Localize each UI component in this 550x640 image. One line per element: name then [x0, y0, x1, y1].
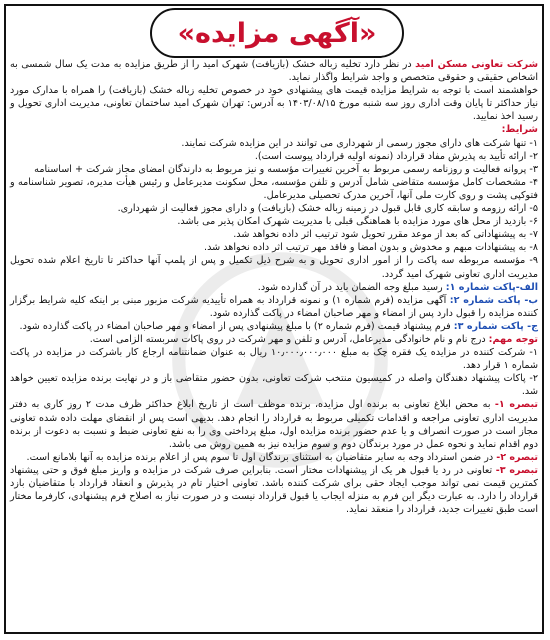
packet-b	[10, 294, 538, 320]
notice-body	[10, 58, 538, 516]
packet-c-label: ج- پاکت شماره ۳:	[453, 320, 538, 332]
packet-b-text: آگهی مزایده (فرم شماره ۱) و نمونه قرارداد به همراه تأییدیه شرکت مزبور مبنی بر اینکه کلیه شرایط برگزار کننده مزایده را قبول دارد پس از امضاء و مهر صاحبان امضاء در پاکت گذارده شود.	[10, 294, 538, 319]
condition-item: ۷- به پیشنهاداتی که بعد از موعد مقرر تحویل شود ترتیب اثر داده نخواهد شد.	[233, 229, 538, 241]
condition-item: ۶- بازدید از محل های مورد مزایده با هماهنگی قبلی با مدیریت شهرک امکان پذیر می باشد.	[177, 216, 538, 228]
condition-item: ۱- تنها شرکت های دارای مجوز رسمی از شهرداری می توانند در این مزایده شرکت نمایند.	[181, 137, 538, 149]
note-1-label: تبصره ۱-	[494, 399, 538, 411]
intro-text: در نظر دارد تخلیه زباله خشک (بازیافت) شهرک امید را از طریق مزایده به مدت یک سال شمسی به اشخاص حقیقی و حقوقی متخصص و واجد شرایط واگذار نماید.	[10, 59, 538, 84]
packet-a-label: الف-پاکت شماره ۱:	[445, 281, 538, 293]
note-3	[10, 464, 538, 516]
deposit-item: ۲- پاکات پیشنهاد دهندگان واصله در کمیسیون منتخب شرکت تعاونی، بدون حضور متقاضی باز و در نهایت برنده مزایده تعیین خواهد شد.	[10, 373, 538, 398]
note-3-label: تبصره ۳-	[495, 464, 538, 476]
intro-paragraph	[10, 58, 538, 84]
packet-a-text: رسید مبلغ وجه الضمان باید در آن گذارده شود.	[257, 281, 446, 293]
note-3-text: تعاونی در رد یا قبول هر یک از پیشنهادات مختار است. بنابراین صرف شرکت در مزایده و واریز مبلغ فوق و حتی پیشنهاد کمترین قیمت نمی تواند موجب ایجاد حقی برای شرکت کننده باشد. تعاونی اختیار تام در پذیرش و انعقاد قرارداد با متقاضیان بازد قرارداد را دارد. به عبارت دیگر این فرم به منزله ایجاب یا قبول قرارداد نیست و در صورت نیاز به اصلاح فرم پیشنهادی، کارفرما مختار است طبق تغییرات جدید، قرارداد را منعقد نماید.	[10, 464, 538, 516]
condition-item: ۸- به پیشنهادات مبهم و مخدوش و بدون امضا و فاقد مهر ترتیب اثر داده نخواهد شد.	[204, 242, 538, 254]
note-2	[10, 451, 538, 464]
title-banner	[150, 8, 404, 58]
condition-item: ۵- ارائه رزومه و سابقه کاری قابل قبول در زمینه زباله خشک (بازیافت) و دارای مجوز فعالیت از شهرداری.	[117, 203, 538, 215]
important-note-label: توجه مهم:	[488, 333, 538, 345]
packet-b-label: ب- پاکت شماره ۲:	[449, 294, 538, 306]
important-note-text: درج نام و نام خانوادگی مدیرعامل، آدرس و تلفن و مهر شرکت در روی پاکات سربسته الزامی است.	[89, 333, 489, 345]
note-1-text: به محض ابلاغ تعاونی به برنده اول مزایده، برنده موظف است از تاریخ ابلاغ حداکثر ظرف مدت ۲ روز کاری به دفتر مدیریت اداری تعاونی مراجعه و اقدامات تکمیلی مربوط به قرارداد را انجام دهد. بدیهی است پس از انقضای مهلت داده شده تعاونی مجاز است در صورت انصراف و یا عدم حضور برنده مزایده اول، مبلغ پرداختی وی را به نفع تعاونی ضبط و نسبت به دعوت از برنده دوم اقدام نماید و نحوه عمل در مورد برندگان دوم و سوم مزایده نیز به همین روش می باشد.	[10, 399, 538, 450]
important-note	[10, 333, 538, 346]
conditions-heading: شرایط:	[501, 124, 538, 136]
note-1	[10, 398, 538, 450]
condition-item: ۹- مؤسسه مربوطه سه پاکت را از امور اداری تحویل و به شرح ذیل تکمیل و پس از پلمپ آنها حداکثر تا تاریخ اعلام شده تحویل مدیریت اداری تعاونی شهرک امید گردد.	[10, 255, 538, 280]
condition-item: ۴- مشخصات کامل مؤسسه متقاضی شامل آدرس و تلفن مؤسسه، محل سکونت مدیرعامل و رئیس هیأت مدیره، تصویر شناسنامه و فتوکپی پشت و روی کارت ملی آنها، آخرین مدرک تحصیلی مدیرعامل.	[10, 176, 538, 201]
intro-paragraph-2: خواهشمند است با توجه به شرایط مزایده قیمت های پیشنهادی خود در خصوص تخلیه زباله خشک (بازیافت) را همراه با مدارک مورد نیاز حداکثر تا پایان وقت اداری روز سه شنبه مورخ ۱۴۰۳/۰۸/۱۵ به آدرس: تهران شهرک امید ساختمان تعاونی، مدیریت اداری تحویل و رسید اخذ نمایید.	[10, 85, 538, 123]
condition-item: ۲- ارائه تأیید به پذیرش مفاد قرارداد (نمونه اولیه قرارداد پیوست است).	[254, 150, 538, 162]
note-2-text: در ضمن استرداد وجه به سایر متقاضیان به استثنای برندگان اول تا سوم پس از اعلام برنده مزایده به آنها بلامانع است.	[26, 451, 497, 463]
packet-a	[10, 281, 538, 294]
notice-title: «آگهی مزایده»	[177, 17, 377, 49]
condition-item: ۳- پروانه فعالیت و روزنامه رسمی مربوط به آخرین تغییرات مؤسسه و نیز مربوط به دارندگان امضای مجاز شرکت + اساسنامه	[34, 163, 538, 175]
packet-c	[10, 320, 538, 333]
deposit-item: ۱- شرکت کننده در مزایده یک فقره چک به مبلغ ۱۰٫۰۰۰٫۰۰۰٫۰۰۰ ریال به عنوان ضمانتنامه ارجاع کار باشرکت در مزایده در پاکت شماره ۱ قرار دهد.	[10, 347, 538, 372]
note-2-label: تبصره ۲-	[496, 451, 538, 463]
company-name: شرکت تعاونی مسکن امید	[415, 59, 539, 70]
packet-c-text: فرم پیشنهاد قیمت (فرم شماره ۲) با مبلغ پیشنهادی پس از امضاء و مهر صاحبان امضاء در پاکت گذارده شود.	[19, 320, 454, 332]
